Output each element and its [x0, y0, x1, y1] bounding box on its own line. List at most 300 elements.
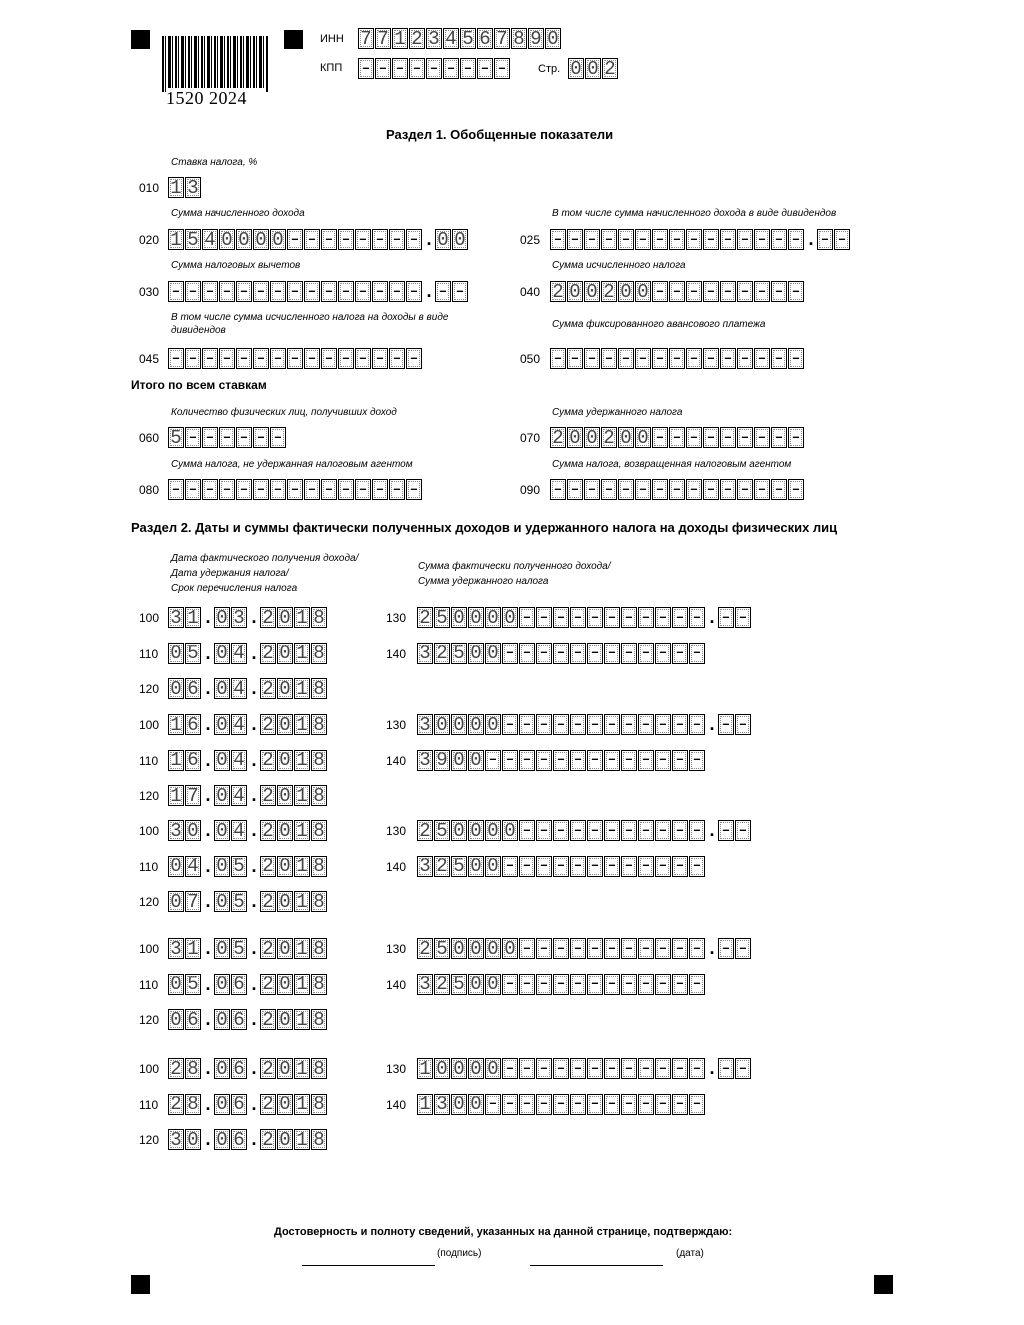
field-code-140: 140 [386, 1097, 407, 1112]
digit-cell: 0 [468, 820, 484, 841]
digit-cell: 4 [231, 643, 247, 664]
empty-cell [587, 856, 603, 877]
empty-cell [672, 974, 688, 995]
date-field-110[interactable] [168, 750, 328, 771]
separator: . [709, 1058, 715, 1078]
digit-cell: 1 [294, 1058, 310, 1079]
empty-cell [689, 974, 705, 995]
separator: . [251, 1093, 257, 1114]
empty-cell [553, 643, 569, 664]
fixed-advance-field[interactable] [550, 348, 805, 369]
empty-cell [788, 479, 804, 500]
digit-cell: 0 [277, 938, 293, 959]
empty-cell [771, 229, 787, 250]
empty-cell [672, 714, 688, 735]
digit-cell: 0 [214, 1058, 230, 1079]
empty-cell [219, 281, 235, 302]
confirmation-text: Достоверность и полноту сведений, указанных на данной странице, подтверждаю: [274, 1226, 733, 1238]
empty-cell [655, 1094, 671, 1115]
empty-cell [550, 348, 566, 369]
f040-label: Сумма исчисленного налога [552, 260, 686, 271]
signature-line[interactable] [302, 1265, 435, 1266]
empty-cell [587, 938, 603, 959]
empty-cell [686, 348, 702, 369]
digit-cell: 4 [231, 820, 247, 841]
date-field-120[interactable] [168, 891, 328, 912]
digit-cell: 7 [185, 891, 201, 912]
empty-cell [652, 427, 668, 448]
empty-cell [553, 607, 569, 628]
empty-cell [550, 479, 566, 500]
empty-cell [584, 479, 600, 500]
empty-cell [321, 479, 337, 500]
empty-cell [604, 974, 620, 995]
digit-cell: 8 [311, 785, 327, 806]
field-code-130: 130 [386, 1062, 407, 1076]
empty-cell [618, 479, 634, 500]
digit-cell: 3 [168, 1129, 184, 1150]
empty-cell [406, 281, 422, 302]
date-field-100[interactable] [168, 1058, 328, 1079]
empty-cell [655, 820, 671, 841]
date-header-line-1: Дата фактического получения дохода/ [171, 553, 359, 564]
digit-cell: 0 [277, 1094, 293, 1115]
separator: . [205, 1129, 211, 1149]
page-number-field[interactable] [568, 58, 619, 79]
digit-cell: 0 [277, 1129, 293, 1150]
empty-cell [587, 643, 603, 664]
digit-cell: 4 [231, 714, 247, 735]
empty-cell [567, 479, 583, 500]
empty-cell [672, 820, 688, 841]
digit-cell: 3 [168, 820, 184, 841]
empty-cell [689, 1094, 705, 1115]
sum-field-140[interactable] [417, 1094, 706, 1115]
empty-cell [817, 229, 833, 250]
separator: . [251, 891, 257, 911]
tax-deductions-field[interactable] [168, 281, 469, 302]
empty-cell [638, 1094, 654, 1115]
inn-label: ИНН [320, 33, 344, 45]
date-field-120[interactable] [168, 785, 328, 806]
digit-cell: 0 [468, 1058, 484, 1079]
accrued-income-field[interactable] [168, 229, 469, 250]
digit-cell: 2 [260, 714, 276, 735]
separator: . [205, 1009, 211, 1029]
returned-tax-field[interactable] [550, 479, 805, 500]
empty-cell [720, 281, 736, 302]
empty-cell [202, 281, 218, 302]
withheld-tax-field[interactable] [550, 427, 805, 448]
digit-cell: 0 [568, 58, 584, 79]
field-code-100: 100 [139, 824, 160, 838]
date-field-100[interactable] [168, 714, 328, 735]
digit-cell: 0 [485, 1058, 501, 1079]
date-header-line-3: Срок перечисления налога [171, 583, 298, 594]
date-field-110[interactable] [168, 1094, 328, 1115]
digit-cell: 1 [294, 785, 310, 806]
digit-cell: 8 [311, 856, 327, 877]
empty-cell [718, 714, 734, 735]
separator: . [205, 820, 211, 840]
date-line[interactable] [530, 1265, 663, 1266]
field-code-100: 100 [139, 1062, 160, 1076]
digit-cell: 1 [294, 1009, 310, 1030]
empty-cell [587, 820, 603, 841]
digit-cell: 0 [168, 974, 184, 995]
sum-field-130[interactable] [417, 607, 752, 628]
digit-cell: 8 [311, 938, 327, 959]
empty-cell [519, 974, 535, 995]
empty-cell [553, 974, 569, 995]
empty-cell [372, 229, 388, 250]
date-field-110[interactable] [168, 643, 328, 664]
digit-cell: 1 [168, 785, 184, 806]
digit-cell: 8 [311, 678, 327, 699]
empty-cell [355, 479, 371, 500]
empty-cell [601, 229, 617, 250]
digit-cell: 1 [294, 820, 310, 841]
digit-cell: 2 [260, 891, 276, 912]
empty-cell [502, 856, 518, 877]
digit-cell: 8 [311, 750, 327, 771]
separator: . [251, 973, 257, 994]
empty-cell [672, 1094, 688, 1115]
digit-cell: 6 [185, 678, 201, 699]
empty-cell [655, 856, 671, 877]
date-field-100[interactable] [168, 938, 328, 959]
separator: . [251, 855, 257, 876]
empty-cell [287, 229, 303, 250]
empty-cell [735, 714, 751, 735]
field-code-110: 110 [139, 859, 159, 874]
digit-cell: 0 [214, 856, 230, 877]
empty-cell [253, 348, 269, 369]
empty-cell [406, 229, 422, 250]
digit-cell: 2 [409, 28, 425, 49]
f080-code: 080 [139, 483, 160, 497]
empty-cell [338, 348, 354, 369]
digit-cell: 6 [477, 28, 493, 49]
digit-cell: 0 [277, 678, 293, 699]
sum-field-140[interactable] [417, 974, 706, 995]
empty-cell [570, 750, 586, 771]
f050-label: Сумма фиксированного авансового платежа [552, 319, 766, 330]
field-code-110: 110 [139, 977, 159, 992]
digit-cell: 0 [585, 58, 601, 79]
empty-cell [406, 348, 422, 369]
digit-cell: 8 [311, 1094, 327, 1115]
digit-cell: 4 [185, 856, 201, 877]
empty-cell [834, 229, 850, 250]
digit-cell: 1 [417, 1094, 433, 1115]
f045-label: В том числе сумма исчисленного налога на доходы в виде дивидендов [171, 312, 449, 336]
empty-cell [672, 607, 688, 628]
sum-field-130[interactable] [417, 714, 752, 735]
digit-cell: 3 [231, 607, 247, 628]
empty-cell [452, 281, 468, 302]
digit-cell: 2 [168, 1094, 184, 1115]
empty-cell [519, 1058, 535, 1079]
field-code-120: 120 [139, 682, 160, 696]
empty-cell [435, 281, 451, 302]
field-code-100: 100 [139, 611, 160, 625]
empty-cell [584, 348, 600, 369]
digit-cell: 0 [214, 750, 230, 771]
separator: . [251, 1009, 257, 1029]
digit-cell: 5 [185, 643, 201, 664]
empty-cell [338, 281, 354, 302]
field-code-140: 140 [386, 859, 407, 874]
digit-cell: 9 [434, 750, 450, 771]
empty-cell [718, 938, 734, 959]
date-field-110[interactable] [168, 856, 328, 877]
empty-cell [270, 427, 286, 448]
empty-cell [570, 607, 586, 628]
empty-cell [686, 281, 702, 302]
date-field-120[interactable] [168, 678, 328, 699]
totals-title: Итого по всем ставкам [131, 378, 267, 392]
sum-field-140[interactable] [417, 750, 706, 771]
sum-field-130[interactable] [417, 820, 752, 841]
digit-cell: 0 [567, 281, 583, 302]
empty-cell [553, 856, 569, 877]
digit-cell: 0 [502, 820, 518, 841]
empty-cell [621, 607, 637, 628]
empty-cell [185, 427, 201, 448]
digit-cell: 5 [185, 974, 201, 995]
persons-count-field[interactable] [168, 427, 287, 448]
digit-cell: 3 [417, 856, 433, 877]
signature-label: (подпись) [437, 1248, 482, 1259]
separator: . [251, 642, 257, 663]
f040-code: 040 [520, 285, 541, 299]
separator: . [709, 607, 715, 627]
empty-cell [304, 281, 320, 302]
section2-title: Раздел 2. Даты и суммы фактически полученных доходов и удержанного налога на доходы физических лиц [131, 520, 838, 535]
sum-field-130[interactable] [417, 1058, 752, 1079]
field-code-110: 110 [139, 1097, 159, 1112]
empty-cell [519, 750, 535, 771]
digit-cell: 6 [231, 1058, 247, 1079]
empty-cell [638, 607, 654, 628]
empty-cell [771, 427, 787, 448]
digit-cell: 0 [468, 750, 484, 771]
empty-cell [536, 1094, 552, 1115]
empty-cell [735, 1058, 751, 1079]
digit-cell: 2 [260, 678, 276, 699]
date-field-100[interactable] [168, 820, 328, 841]
digit-cell: 2 [260, 1009, 276, 1030]
empty-cell [737, 479, 753, 500]
empty-cell [553, 938, 569, 959]
digit-cell: 0 [468, 607, 484, 628]
separator: . [251, 820, 257, 840]
digit-cell: 5 [185, 229, 201, 250]
digit-cell: 0 [236, 229, 252, 250]
calculated-tax-field[interactable] [550, 281, 805, 302]
field-code-140: 140 [386, 646, 407, 661]
empty-cell [236, 348, 252, 369]
separator: . [205, 938, 211, 958]
digit-cell: 0 [253, 229, 269, 250]
digit-cell: 0 [168, 856, 184, 877]
f025-label: В том числе сумма начисленного дохода в виде дивидендов [552, 208, 837, 219]
empty-cell [477, 58, 493, 79]
empty-cell [287, 479, 303, 500]
empty-cell [703, 479, 719, 500]
empty-cell [502, 974, 518, 995]
digit-cell: 0 [219, 229, 235, 250]
digit-cell: 0 [502, 938, 518, 959]
digit-cell: 3 [417, 643, 433, 664]
empty-cell [652, 229, 668, 250]
digit-cell: 6 [231, 1129, 247, 1150]
separator: . [205, 973, 211, 994]
sum-field-130[interactable] [417, 938, 752, 959]
empty-cell [426, 58, 442, 79]
empty-cell [621, 714, 637, 735]
separator: . [251, 1058, 257, 1078]
date-header-line-2: Дата удержания налога/ [171, 568, 289, 579]
field-code-110: 110 [139, 646, 159, 661]
digit-cell: 2 [260, 820, 276, 841]
empty-cell [219, 479, 235, 500]
empty-cell [621, 974, 637, 995]
digit-cell: 7 [375, 28, 391, 49]
digit-cell: 2 [260, 785, 276, 806]
digit-cell: 3 [434, 1094, 450, 1115]
digit-cell: 2 [550, 427, 566, 448]
empty-cell [604, 1094, 620, 1115]
empty-cell [621, 1094, 637, 1115]
digit-cell: 0 [584, 281, 600, 302]
empty-cell [553, 1058, 569, 1079]
sum-field-140[interactable] [417, 856, 706, 877]
digit-cell: 6 [185, 714, 201, 735]
digit-cell: 0 [277, 714, 293, 735]
empty-cell [686, 229, 702, 250]
empty-cell [655, 750, 671, 771]
digit-cell: 2 [260, 1058, 276, 1079]
empty-cell [287, 281, 303, 302]
empty-cell [587, 1058, 603, 1079]
digit-cell: 5 [451, 643, 467, 664]
field-code-120: 120 [139, 789, 160, 803]
digit-cell: 1 [185, 938, 201, 959]
empty-cell [587, 750, 603, 771]
empty-cell [604, 607, 620, 628]
empty-cell [536, 974, 552, 995]
digit-cell: 0 [434, 1058, 450, 1079]
date-field-100[interactable] [168, 607, 328, 628]
empty-cell [502, 750, 518, 771]
empty-cell [737, 281, 753, 302]
inn-field[interactable] [358, 28, 562, 49]
digit-cell: 0 [168, 1009, 184, 1030]
digit-cell: 0 [485, 974, 501, 995]
empty-cell [604, 643, 620, 664]
empty-cell [720, 229, 736, 250]
digit-cell: 1 [294, 643, 310, 664]
date-field-120[interactable] [168, 1129, 328, 1150]
empty-cell [655, 714, 671, 735]
digit-cell: 6 [231, 1094, 247, 1115]
digit-cell: 0 [214, 607, 230, 628]
empty-cell [621, 856, 637, 877]
digit-cell: 0 [584, 427, 600, 448]
f070-label: Сумма удержанного налога [552, 407, 683, 418]
digit-cell: 0 [451, 938, 467, 959]
empty-cell [621, 643, 637, 664]
field-code-140: 140 [386, 977, 407, 992]
empty-cell [553, 820, 569, 841]
empty-cell [771, 281, 787, 302]
empty-cell [321, 281, 337, 302]
empty-cell [519, 643, 535, 664]
empty-cell [519, 856, 535, 877]
digit-cell: 5 [460, 28, 476, 49]
empty-cell [202, 427, 218, 448]
digit-cell: 0 [168, 891, 184, 912]
empty-cell [389, 281, 405, 302]
dividend-tax-field[interactable] [168, 348, 423, 369]
digit-cell: 0 [468, 1094, 484, 1115]
empty-cell [604, 856, 620, 877]
digit-cell: 2 [260, 856, 276, 877]
empty-cell [754, 281, 770, 302]
digit-cell: 9 [528, 28, 544, 49]
empty-cell [635, 348, 651, 369]
empty-cell [567, 348, 583, 369]
digit-cell: 4 [202, 229, 218, 250]
digit-cell: 0 [468, 856, 484, 877]
field-code-130: 130 [386, 718, 407, 732]
date-field-120[interactable] [168, 1009, 328, 1030]
separator: . [251, 678, 257, 698]
date-field-110[interactable] [168, 974, 328, 995]
digit-cell: 2 [417, 938, 433, 959]
empty-cell [567, 229, 583, 250]
empty-cell [304, 348, 320, 369]
field-code-100: 100 [139, 718, 160, 732]
separator: . [251, 1129, 257, 1149]
empty-cell [689, 750, 705, 771]
empty-cell [253, 479, 269, 500]
not-withheld-tax-field[interactable] [168, 479, 423, 500]
empty-cell [737, 427, 753, 448]
dividend-income-field[interactable] [550, 229, 851, 250]
kpp-field[interactable] [358, 58, 511, 79]
f090-code: 090 [520, 483, 541, 497]
digit-cell: 7 [185, 785, 201, 806]
digit-cell: 6 [185, 750, 201, 771]
sum-header-line-2: Сумма удержанного налога [418, 576, 549, 587]
digit-cell: 0 [168, 678, 184, 699]
sum-field-140[interactable] [417, 643, 706, 664]
empty-cell [621, 750, 637, 771]
digit-cell: 1 [294, 607, 310, 628]
empty-cell [168, 348, 184, 369]
corner-marker-top-left [131, 30, 150, 49]
digit-cell: 0 [214, 678, 230, 699]
empty-cell [519, 714, 535, 735]
tax-rate-field[interactable] [168, 177, 202, 198]
separator: . [426, 281, 432, 301]
empty-cell [735, 820, 751, 841]
field-code-120: 120 [139, 1013, 160, 1027]
empty-cell [604, 938, 620, 959]
